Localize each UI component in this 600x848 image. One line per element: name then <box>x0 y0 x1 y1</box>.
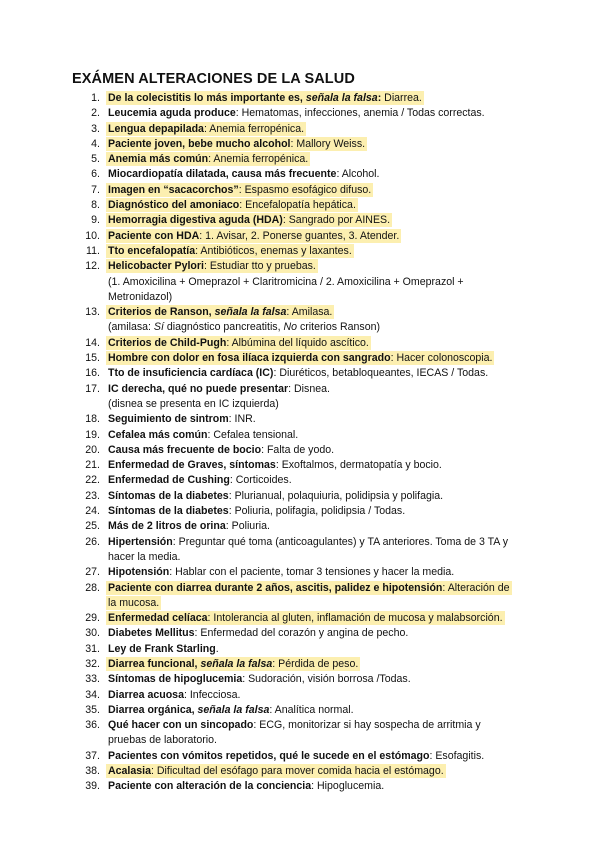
question-text: Causa más frecuente de bocio <box>108 443 262 456</box>
item-body <box>108 779 520 794</box>
answer-text: : 1. Avisar, 2. Ponerse guantes, 3. Atender. <box>199 229 400 242</box>
item-number: 18. <box>85 413 100 426</box>
list-item <box>0 642 600 657</box>
highlighted-answer <box>106 351 494 365</box>
question-text: Síntomas de hipoglucemia <box>108 673 243 686</box>
answer-text: : Corticoides. <box>229 474 292 487</box>
item-number: 11. <box>86 244 100 257</box>
highlighted-answer <box>106 183 373 197</box>
answer-line <box>108 627 408 639</box>
list-item <box>0 504 600 519</box>
answer-text: : Mallory Weiss. <box>290 137 366 150</box>
answer-line <box>108 490 443 502</box>
item-body <box>108 428 520 443</box>
list-item <box>0 106 600 121</box>
answer-text: : Cefalea tensional. <box>207 428 299 441</box>
answer-text: : Encefalopatía hepática. <box>239 199 356 212</box>
answer-text: : Diuréticos, betabloqueantes, IECAS / Todas. <box>273 367 489 380</box>
item-number: 38. <box>85 765 100 778</box>
question-text: IC derecha, qué no puede presentar <box>108 382 289 395</box>
highlighted-answer <box>106 581 512 610</box>
question-text: Qué hacer con un sincopado <box>108 719 254 732</box>
item-number: 23. <box>85 489 100 502</box>
question-emphasis: señala la falsa <box>214 306 287 319</box>
list-item <box>0 473 600 488</box>
answer-text: : Falta de yodo. <box>261 443 335 456</box>
item-number: 37. <box>85 749 100 762</box>
question-text: Criterios de Child-Pugh <box>108 336 227 349</box>
item-number: 4. <box>91 137 100 150</box>
item-number: 39. <box>85 780 100 793</box>
answer-line <box>108 750 484 762</box>
item-number: 22. <box>85 474 100 487</box>
item-body <box>108 412 520 427</box>
list-item <box>0 152 600 167</box>
list-item <box>0 443 600 458</box>
item-body <box>108 749 520 764</box>
answer-note <box>108 320 520 335</box>
item-body <box>108 473 520 488</box>
answer-note: (disnea se presenta en IC izquierda) <box>108 397 279 410</box>
question-text: Enfermedad celíaca <box>108 612 208 625</box>
item-number: 12. <box>85 260 100 273</box>
item-body <box>108 581 520 612</box>
list-item <box>0 259 600 305</box>
item-body <box>108 443 520 458</box>
answer-line <box>108 704 354 716</box>
list-item <box>0 718 600 749</box>
answer-line <box>108 383 330 395</box>
item-number: 16. <box>85 367 100 380</box>
item-body <box>108 244 520 259</box>
list-item <box>0 764 600 779</box>
answer-text: : Poliuria, polifagia, polidipsia / Todas. <box>228 505 406 518</box>
answer-text: : ECG, monitorizar si hay sospecha de arritmia y pruebas de laboratorio. <box>108 719 481 747</box>
answer-text: : Estudiar tto y pruebas. <box>203 260 316 273</box>
item-body <box>108 91 520 106</box>
note-text: (amilasa: <box>108 321 154 334</box>
item-body <box>108 718 520 749</box>
highlighted-answer <box>106 305 334 319</box>
list-item <box>0 366 600 381</box>
list-item <box>0 91 600 106</box>
note-emphasis: No <box>283 321 298 334</box>
item-body <box>108 642 520 657</box>
list-item <box>0 183 600 198</box>
answer-text: : Dificultad del esófago para mover comida hacia el estómago. <box>151 765 444 778</box>
list-item <box>0 779 600 794</box>
item-body <box>108 535 520 566</box>
answer-text: : INR. <box>228 413 256 426</box>
question-text: Síntomas de la diabetes <box>108 489 229 502</box>
note-text: diagnóstico pancreatitis, <box>163 321 284 334</box>
item-body <box>108 183 520 198</box>
highlighted-answer <box>106 244 354 258</box>
item-body <box>108 106 520 121</box>
list-item <box>0 749 600 764</box>
answer-line <box>108 444 334 456</box>
question-emphasis: señala la falsa <box>200 657 273 670</box>
item-body <box>108 764 520 779</box>
answer-text: : Anemia ferropénica. <box>208 153 309 166</box>
answer-line <box>108 107 485 119</box>
item-body <box>108 137 520 152</box>
highlighted-answer <box>106 764 446 778</box>
highlighted-answer <box>106 137 367 151</box>
item-body <box>108 305 520 336</box>
list-item <box>0 519 600 534</box>
highlighted-answer <box>106 611 505 625</box>
answer-line <box>108 505 405 517</box>
answer-text: : Hematomas, infecciones, anemia / Todas correctas. <box>235 107 485 120</box>
answer-line <box>108 168 379 180</box>
list-item <box>0 581 600 612</box>
question-text: Leucemia aguda produce <box>108 107 236 120</box>
question-text: Cefalea más común <box>108 428 208 441</box>
answer-text: : Hablar con el paciente, tomar 3 tensiones y hacer la media. <box>169 566 455 579</box>
item-number: 1. <box>91 92 100 104</box>
item-body <box>108 198 520 213</box>
question-emphasis: señala la falsa <box>197 703 270 716</box>
highlighted-answer <box>106 198 358 212</box>
item-body <box>108 229 520 244</box>
item-number: 34. <box>85 688 100 701</box>
answer-text: : Enfermedad del corazón y angina de pecho. <box>194 627 409 640</box>
list-item <box>0 672 600 687</box>
item-body <box>108 259 520 305</box>
item-body <box>108 657 520 672</box>
list-item <box>0 412 600 427</box>
question-text: De la colecistitis lo más importante es, <box>108 92 306 104</box>
question-text: Hombre con dolor en fosa ilíaca izquierda con sangrado <box>108 352 391 365</box>
question-text: Tto de insuficiencia cardíaca (IC) <box>108 367 274 380</box>
list-item <box>0 703 600 718</box>
question-text: Pacientes con vómitos repetidos, qué le sucede en el estómago <box>108 749 430 762</box>
answer-line <box>108 367 488 379</box>
item-number: 33. <box>85 673 100 686</box>
item-body <box>108 213 520 228</box>
answer-line <box>108 780 384 792</box>
list-item <box>0 565 600 580</box>
item-body <box>108 703 520 718</box>
question-text: Diarrea funcional, <box>108 657 201 670</box>
answer-line <box>108 643 219 655</box>
answer-line <box>108 459 442 471</box>
answer-text: : Poliuria. <box>225 520 270 533</box>
item-number: 9. <box>91 214 100 227</box>
item-number: 5. <box>91 153 100 166</box>
question-text: Diarrea orgánica, <box>108 703 198 716</box>
question-text: Síntomas de la diabetes <box>108 505 229 518</box>
highlighted-answer <box>106 152 310 166</box>
highlighted-answer <box>106 91 424 105</box>
note-text: criterios Ranson) <box>297 321 381 334</box>
question-text: Enfermedad de Cushing <box>108 474 230 487</box>
item-body <box>108 122 520 137</box>
question-text: Enfermedad de Graves, síntomas <box>108 459 276 472</box>
item-body <box>108 565 520 580</box>
question-text: Diagnóstico del amoniaco <box>108 199 240 212</box>
answer-text: : Preguntar qué toma (anticoagulantes) y TA anteriores. Toma de 3 TA y hacer la media. <box>108 535 509 563</box>
list-item <box>0 244 600 259</box>
answer-text: : Antibióticos, enemas y laxantes. <box>195 244 352 257</box>
answer-text: : Plurianual, polaquiuria, polidipsia y polifagia. <box>228 489 444 502</box>
question-text: Paciente con diarrea durante 2 años, ascitis, palidez e hipotensión <box>108 581 443 594</box>
list-item <box>0 122 600 137</box>
question-text: Acalasia <box>108 765 151 778</box>
list-item <box>0 198 600 213</box>
question-text: Diabetes Mellitus <box>108 627 195 640</box>
answer-line <box>108 429 298 441</box>
question-text: Miocardiopatía dilatada, causa más frecuente <box>108 168 337 181</box>
list-item <box>0 137 600 152</box>
list-item <box>0 535 600 566</box>
item-number: 3. <box>91 122 100 135</box>
answer-text: : Disnea. <box>288 382 330 395</box>
item-body <box>108 672 520 687</box>
question-colon: : <box>377 92 382 104</box>
highlighted-answer <box>106 213 392 227</box>
list-item <box>0 167 600 182</box>
item-number: 31. <box>85 642 100 655</box>
list-item <box>0 626 600 641</box>
answer-text: : Exoftalmos, dermatopatía y bocio. <box>275 459 442 472</box>
item-number: 6. <box>91 168 100 181</box>
question-text: Hipertensión <box>108 535 173 548</box>
page-title: EXÁMEN ALTERACIONES DE LA SALUD <box>72 71 355 87</box>
item-body <box>108 688 520 703</box>
question-text: Hemorragia digestiva aguda (HDA) <box>108 214 283 227</box>
list-item <box>0 688 600 703</box>
item-body <box>108 351 520 366</box>
question-text: Tto encefalopatía <box>108 244 196 257</box>
item-number: 30. <box>85 627 100 640</box>
item-number: 17. <box>85 382 100 395</box>
list-item <box>0 657 600 672</box>
item-number: 2. <box>91 107 100 120</box>
answer-text: . <box>215 642 219 655</box>
answer-text: : Alcohol. <box>336 168 380 181</box>
answer-text: : Anemia ferropénica. <box>203 122 305 135</box>
item-number: 26. <box>85 535 100 548</box>
highlighted-answer <box>106 122 306 136</box>
answer-text: : Hipoglucemia. <box>311 780 385 793</box>
highlighted-answer <box>106 259 318 273</box>
item-body <box>108 458 520 473</box>
question-emphasis: señala la falsa <box>305 92 378 104</box>
item-body <box>108 336 520 351</box>
question-text: Seguimiento de sintrom <box>108 413 229 426</box>
answer-text: : Espasmo esofágico difuso. <box>238 183 372 196</box>
list-item <box>0 229 600 244</box>
answer-note: (1. Amoxicilina + Omeprazol + Claritromicina / 2. Amoxicilina + Omeprazol + Metronidazol) <box>108 275 464 303</box>
answer-line <box>108 689 241 701</box>
item-body <box>108 366 520 381</box>
item-body <box>108 152 520 167</box>
answer-text: : Albúmina del líquido ascítico. <box>226 336 369 349</box>
item-number: 36. <box>85 719 100 732</box>
item-number: 14. <box>85 336 100 349</box>
item-body <box>108 519 520 534</box>
item-body <box>108 382 520 413</box>
highlighted-answer <box>106 229 401 243</box>
highlighted-answer <box>106 657 360 671</box>
question-text: Diarrea acuosa <box>108 688 184 701</box>
item-body <box>108 626 520 641</box>
list-item <box>0 351 600 366</box>
answer-line <box>108 413 256 425</box>
item-number: 13. <box>85 306 100 319</box>
item-number: 8. <box>91 199 100 212</box>
question-text: Hipotensión <box>108 566 170 579</box>
list-item <box>0 489 600 504</box>
list-item <box>0 336 600 351</box>
question-text: Paciente con HDA <box>108 229 200 242</box>
item-number: 35. <box>85 703 100 716</box>
item-body <box>108 504 520 519</box>
answer-line <box>108 474 292 486</box>
item-number: 29. <box>85 612 100 625</box>
list-item <box>0 611 600 626</box>
answer-line <box>108 536 508 563</box>
item-number: 7. <box>91 183 100 196</box>
answer-text: : Amilasa. <box>286 306 333 319</box>
answer-text: : Intolerancia al gluten, inflamación de mucosa y malabsorción. <box>207 612 503 625</box>
list-item <box>0 213 600 228</box>
answer-line <box>108 566 454 578</box>
item-number: 32. <box>85 657 100 670</box>
answer-text: : Esofagitis. <box>429 749 485 762</box>
question-text: Ley de Frank Starling <box>108 642 216 655</box>
question-text: Lengua depapilada <box>108 122 204 135</box>
list-item <box>0 428 600 443</box>
question-text: Helicobacter Pylori <box>108 260 204 273</box>
answer-text: : Hacer colonoscopia. <box>390 352 493 365</box>
question-text: Anemia más común <box>108 153 209 166</box>
question-text: Imagen en “sacacorchos” <box>108 183 239 196</box>
item-body <box>108 489 520 504</box>
item-number: 24. <box>85 505 100 518</box>
note-emphasis: Sí <box>153 321 164 334</box>
answer-text: Diarrea. <box>381 92 422 104</box>
item-number: 20. <box>85 443 100 456</box>
list-item <box>0 458 600 473</box>
answer-line <box>108 719 481 746</box>
highlighted-answer <box>106 336 371 350</box>
answer-text: : Infecciosa. <box>183 688 241 701</box>
item-number: 25. <box>85 520 100 533</box>
item-number: 19. <box>85 428 100 441</box>
answer-text: : Sangrado por AINES. <box>282 214 391 227</box>
list-item <box>0 382 600 413</box>
question-text: Paciente joven, bebe mucho alcohol <box>108 137 291 150</box>
item-body <box>108 611 520 626</box>
answer-line <box>108 673 411 685</box>
item-number: 21. <box>85 459 100 472</box>
answer-text: : Sudoración, visión borrosa /Todas. <box>242 673 411 686</box>
question-text: Criterios de Ranson, <box>108 306 215 319</box>
question-list <box>0 91 600 795</box>
item-number: 28. <box>85 581 100 594</box>
answer-text: : Alteración de la mucosa. <box>108 581 510 609</box>
answer-text: : Analítica normal. <box>269 703 354 716</box>
list-item <box>0 305 600 336</box>
item-number: 15. <box>85 352 100 365</box>
question-text: Paciente con alteración de la conciencia <box>108 780 312 793</box>
item-number: 10. <box>85 229 100 242</box>
answer-text: : Pérdida de peso. <box>272 657 359 670</box>
answer-line <box>108 520 270 532</box>
item-body <box>108 167 520 182</box>
question-text: Más de 2 litros de orina <box>108 520 226 533</box>
item-number: 27. <box>85 566 100 579</box>
